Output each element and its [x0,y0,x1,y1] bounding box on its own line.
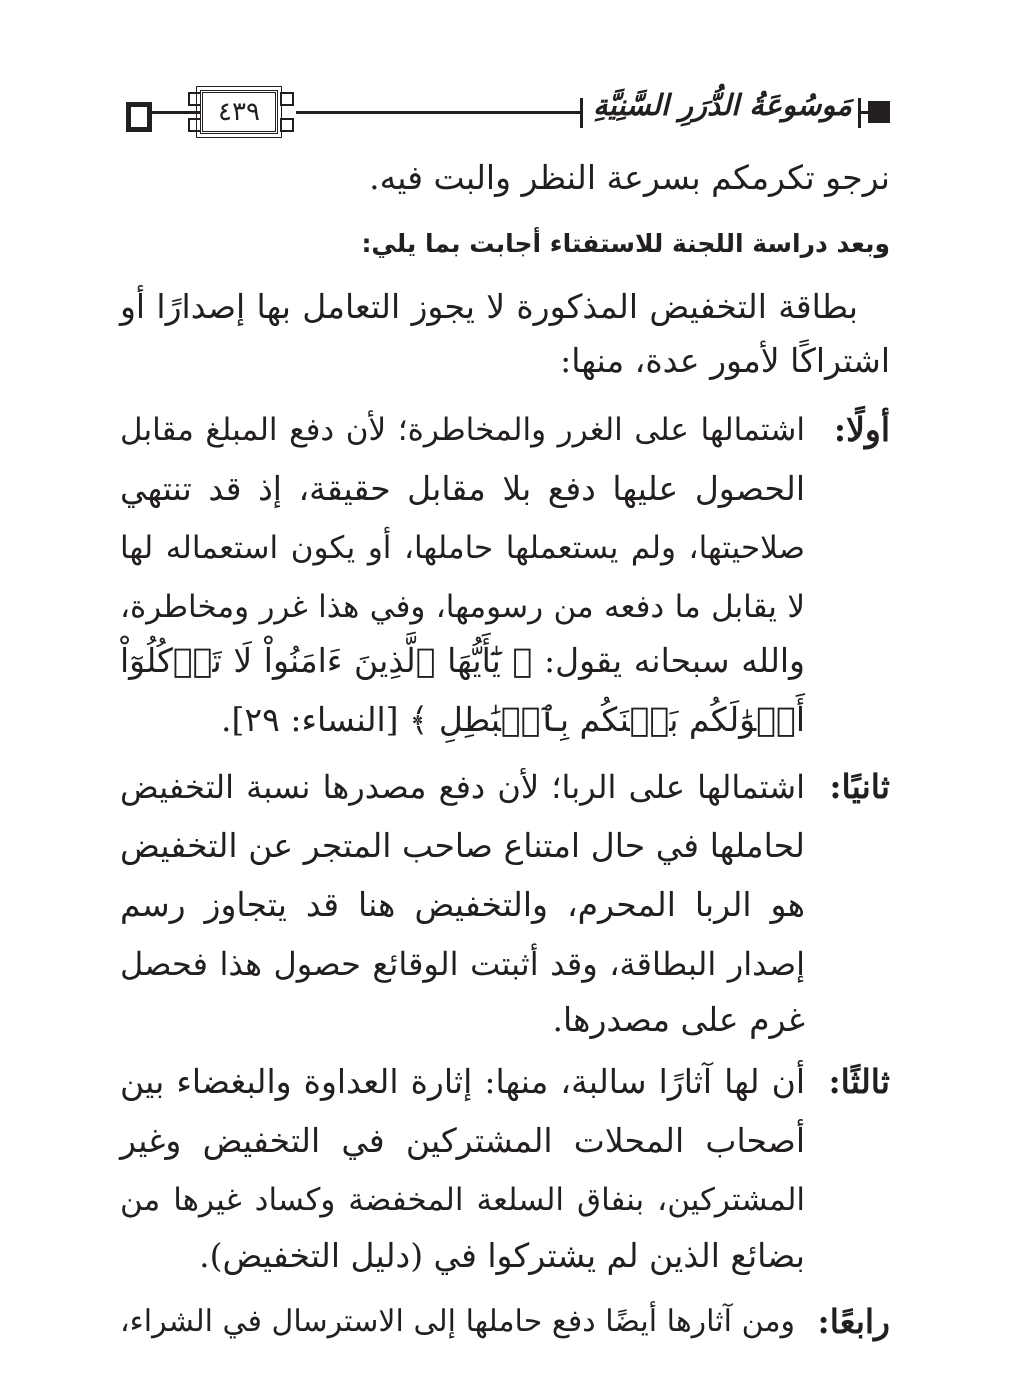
point-line: لحاملها في حال امتناع صاحب المتجر عن التخفيض [120,826,805,865]
point-lead-label: ثانيًا: [829,767,890,806]
page-body [120,0,890,1379]
point-line: صلاحيتها، ولم يستعملها حاملها، أو يكون استعماله لها [120,530,805,566]
point-third [829,1062,891,1102]
answer-paragraph-line: بطاقة التخفيض المذكورة لا يجوز التعامل بها إصدارًا أو [120,287,858,326]
point-lead-label: ثالثًا: [828,1062,890,1101]
point-lead-label: رابعًا: [817,1302,890,1341]
point-line: المشتركين، بنفاق السلعة المخفضة وكساد غيرها من [120,1182,805,1218]
point-line: الحصول عليها دفع بلا مقابل حقيقة، إذ قد تنتهي [120,469,805,508]
section-heading: وبعد دراسة اللجنة للاستفتاء أجابت بما يلي: [361,229,890,258]
point-line: أن لها آثارًا سالبة، منها: إثارة العداوة والبغضاء بين [120,1062,805,1101]
point-line: غرم على مصدرها. [552,1000,805,1039]
point-line-quran-verse: والله سبحانه يقول: ﴿ يَٰٓأَيُّهَا ٱلَّذِينَ ءَامَنُواْ لَا تَأۡكُلُوٓاْ [120,641,805,680]
point-line: بضائع الذين لم يشتركوا في (دليل التخفيض). [199,1236,805,1275]
point-line-quran-verse: أَمۡوَٰلَكُم بَيۡنَكُم بِٱلۡبَٰطِلِ ﴾ [النساء: ٢٩]. [221,700,805,739]
point-fourth [818,1302,890,1342]
point-line: اشتمالها على الربا؛ لأن دفع مصدرها نسبة التخفيض [120,768,805,806]
intro-paragraph: نرجو تكرمكم بسرعة النظر والبت فيه. [369,158,890,197]
page-number: ٤٣٩ [218,97,260,127]
point-line: إصدار البطاقة، وقد أثبتت الوقائع حصول هذا فحصل [120,945,805,983]
point-line: هو الربا المحرم، والتخفيض هنا قد يتجاوز رسم [120,885,805,924]
point-line: ومن آثارها أيضًا دفع حاملها إلى الاسترسال في الشراء، [120,1304,795,1339]
answer-paragraph-line: اشتراكًا لأمور عدة، منها: [560,341,890,380]
point-line: اشتمالها على الغرر والمخاطرة؛ لأن دفع المبلغ مقابل [120,412,805,448]
point-line: لا يقابل ما دفعه من رسومها، وفي هذا غرر ومخاطرة، [120,589,805,625]
point-line: أصحاب المحلات المشتركين في التخفيض وغير [120,1121,805,1160]
point-lead-label: أولًا: [833,410,890,449]
point-second [829,767,890,807]
series-title: مَوسُوعَةُ الدُّرَرِ السَّنِيَّةِ [593,88,852,122]
